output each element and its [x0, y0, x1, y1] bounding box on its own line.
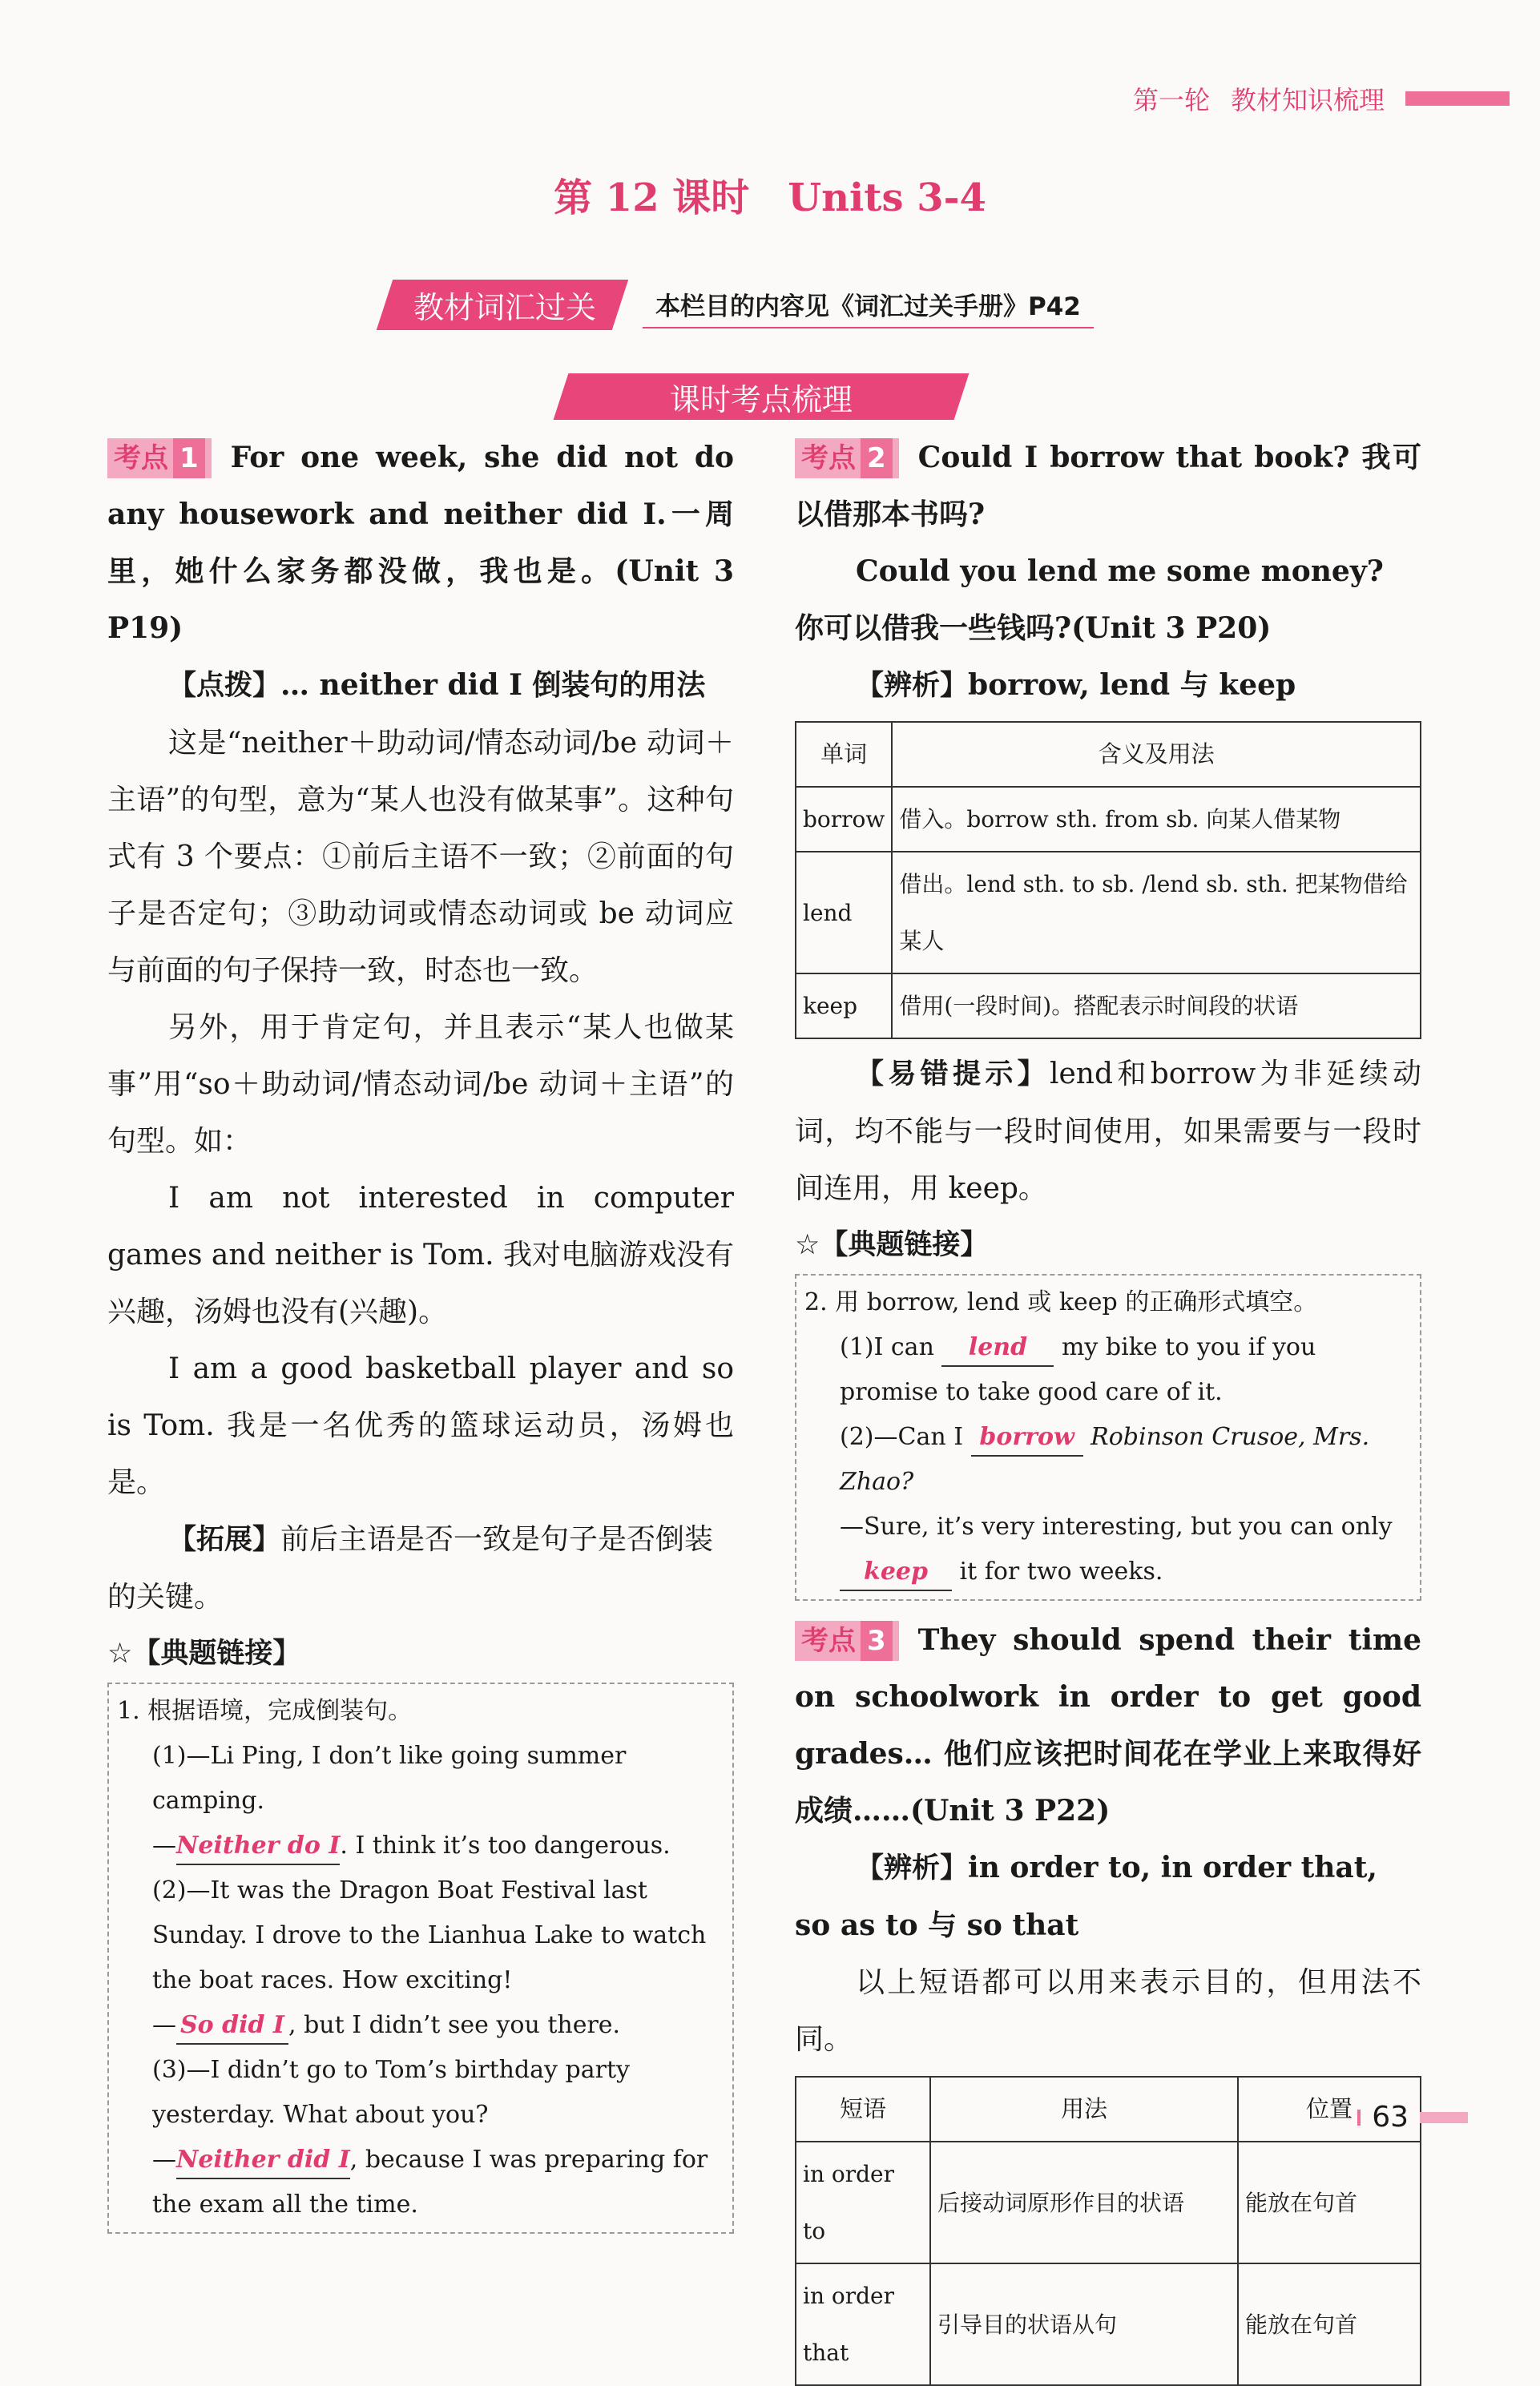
page-number-text: 63 [1372, 2101, 1409, 2134]
vocab-tag: 教材词汇过关 [377, 280, 628, 330]
page-title: 第 12 课时 Units 3-4 [554, 175, 986, 220]
kaodian-badge: 考点 3 [795, 1621, 899, 1661]
exercise-question: 1. 根据语境，完成倒装句。 [117, 1697, 413, 1725]
header-section: 教材知识梳理 [1230, 85, 1385, 115]
para-2: 另外，用于肯定句，并且表示“某人也做某事”用“so＋助动词/情态动词/be 动词＋主语”的句型。如： [107, 1011, 734, 1158]
exercise-item: (1)—Li Ping, I don’t like going summer camping. [152, 1742, 627, 1815]
table-cell: 借用(一段时间)。搭配表示时间段的状语 [892, 973, 1421, 1038]
borrow-lend-table [795, 721, 1421, 1039]
link-heading: ☆【典题链接】 [795, 1229, 989, 1261]
example-2: I am a good basketball player and so is Tom. 我是一名优秀的篮球运动员，汤姆也是。 [107, 1352, 734, 1499]
table-header: 单词 [796, 722, 892, 787]
left-column [107, 429, 734, 2234]
running-header [1133, 80, 1510, 117]
link-heading: ☆【典题链接】 [107, 1638, 301, 1670]
exercise-item: —Neither did I, because I was preparing for the exam all the time. [117, 2138, 724, 2227]
table-cell: 后接动词原形作目的状语 [930, 2142, 1238, 2263]
table-cell: 借入。borrow sth. from sb. 向某人借某物 [892, 787, 1421, 852]
kaodian-3: 考点 3 They should spend their time on schoolwork in order to get good grades… 他们应该把时间花在学业上来取得好成绩……(Unit 3 P22) [795, 1612, 1421, 1840]
kaodian-2-example: Could you lend me some money? 你可以借我一些钱吗?(Unit 3 P20) [795, 554, 1384, 645]
tip-line: 【点拨】… neither did I 倒装句的用法 [168, 668, 706, 702]
analysis-line-2: 【辨析】in order to, in order that, so as to 与 so that [795, 1851, 1377, 1942]
header-round: 第一轮 [1132, 85, 1210, 115]
answer-blank: So did I [176, 2008, 288, 2045]
table-row [796, 787, 1421, 852]
table-cell: 引导目的状语从句 [930, 2263, 1238, 2385]
exercise-item: (2)—Can I borrow Robinson Crusoe, Mrs. Zhao? [804, 1415, 1412, 1505]
answer-blank: borrow [971, 1420, 1083, 1457]
exercise-item: —Sure, it’s very interesting, but you can only keep it for two weeks. [804, 1505, 1412, 1594]
table-cell: in order that [796, 2263, 930, 2385]
page-bar [1420, 2112, 1468, 2123]
purpose-table [795, 2076, 1421, 2386]
para-1: 这是“neither＋助动词/情态动词/be 动词＋主语”的句型，意为“某人也没有做某事”。这种句式有 3 个要点：①前后主语不一致；②前面的句子是否定句；③助动词或情态动词或 be 动词应与前面的句子保持一致，时态也一致。 [107, 727, 734, 987]
table-row [796, 852, 1421, 973]
exercise-question: 2. 用 borrow, lend 或 keep 的正确形式填空。 [804, 1288, 1318, 1316]
answer-blank: keep [840, 1554, 952, 1591]
answer-blank: Neither did I [176, 2142, 350, 2179]
exercise-item: —Neither do I. I think it’s too dangerous. [117, 1824, 724, 1868]
para-3: 以上短语都可以用来表示目的，但用法不同。 [795, 1966, 1421, 2056]
table-header: 含义及用法 [892, 722, 1421, 787]
kaodian-1: 考点 1 For one week, she did not do any housework and neither did I.一周里，她什么家务都没做，我也是。(Unit 3 P19) [107, 429, 734, 657]
kaodian-badge: 考点 1 [107, 438, 212, 478]
table-cell: 能放在句首 [1238, 2263, 1421, 2385]
points-banner: 课时考点梳理 [554, 373, 970, 420]
exercise-item: (2)—It was the Dragon Boat Festival last Sunday. I drove to the Lianhua Lake to watch the boat races. How exciting! [152, 1876, 707, 1994]
kaodian-2: 考点 2 Could I borrow that book? 我可以借那本书吗? [795, 429, 1421, 543]
page-tick [1357, 2110, 1361, 2126]
exercise-item: (1)I can lend my bike to you if you promise to take good care of it. [804, 1325, 1412, 1415]
exercise-item: (3)—I didn’t go to Tom’s birthday party yesterday. What about you? [152, 2056, 630, 2129]
example-1: I am not interested in computer games and neither is Tom. 我对电脑游戏没有兴趣，汤姆也没有(兴趣)。 [107, 1182, 734, 1328]
table-header: 用法 [930, 2077, 1238, 2142]
table-row [796, 973, 1421, 1038]
right-column [795, 429, 1421, 2386]
table-cell: borrow [796, 787, 892, 852]
warning-para: 【易错提示】lend和borrow为非延续动词，均不能与一段时间使用，如果需要与一段时间连用，用 keep。 [795, 1058, 1421, 1205]
page-number [1357, 2101, 1468, 2134]
answer-blank: lend [941, 1330, 1054, 1367]
table-header: 位置 [1238, 2077, 1421, 2142]
exercise-item: — So did I , but I didn’t see you there. [117, 2003, 724, 2048]
vocab-banner [385, 279, 1094, 330]
vocab-note: 本栏目的内容见《词汇过关手册》P42 [643, 281, 1094, 328]
kaodian-badge: 考点 2 [795, 438, 899, 478]
exercise-box-2 [795, 1274, 1421, 1601]
analysis-line: 【辨析】borrow, lend 与 keep [856, 668, 1296, 702]
table-row [796, 2142, 1421, 2263]
extension-line: 【拓展】前后主语是否一致是句子是否倒装的关键。 [107, 1523, 714, 1614]
header-bar [1405, 91, 1510, 106]
table-cell: in order to [796, 2142, 930, 2263]
table-cell: lend [796, 852, 892, 973]
table-cell: keep [796, 973, 892, 1038]
exercise-box-1 [107, 1683, 734, 2234]
table-cell: 借出。lend sth. to sb. /lend sb. sth. 把某物借给某人 [892, 852, 1421, 973]
table-header: 短语 [796, 2077, 930, 2142]
table-cell: 能放在句首 [1238, 2142, 1421, 2263]
answer-blank: Neither do I [176, 1828, 340, 1865]
table-row [796, 2263, 1421, 2385]
